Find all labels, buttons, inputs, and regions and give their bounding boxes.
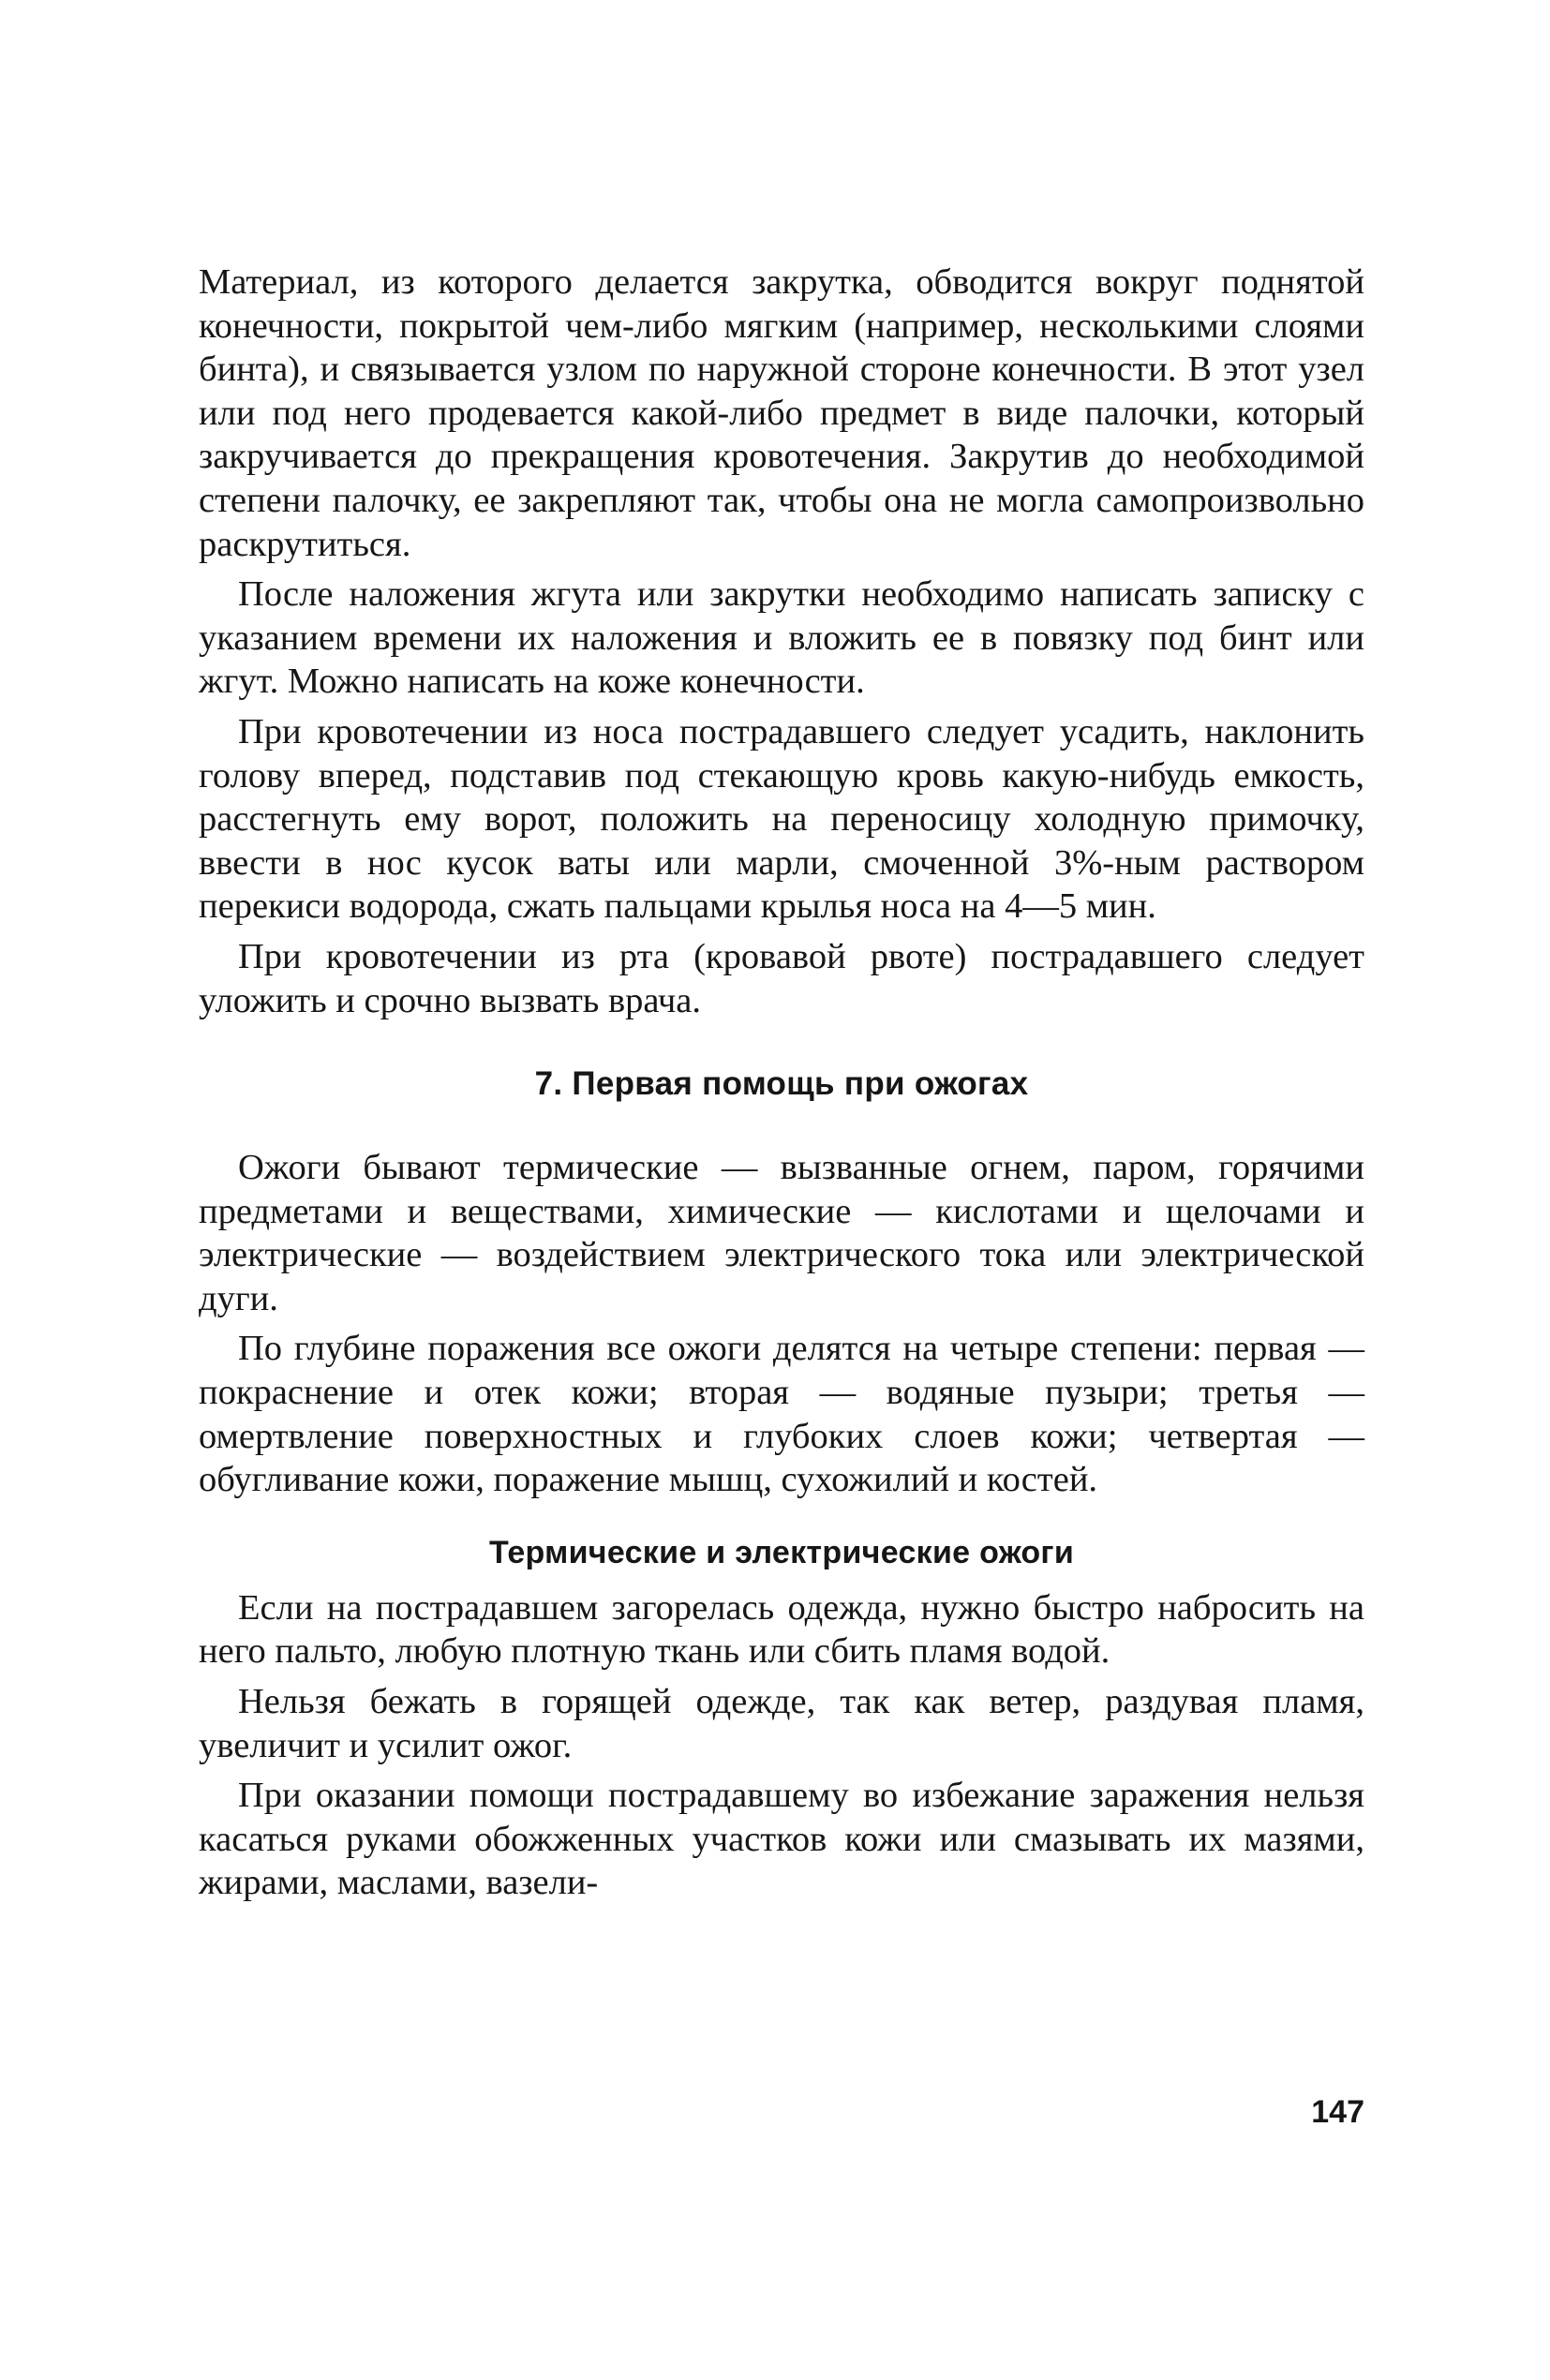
paragraph-burn-types: Ожоги бывают термические — вызванные огнем, паром, горячими предметами и веществами, химические — кислотами и щелочами и электрические — воздействием электрического тока или электрической дуги. (199, 1148, 1364, 1318)
paragraph-note-time: После наложения жгута или закрутки необходимо написать записку с указанием времени их наложения и вложить ее в повязку под бинт или жгут. Можно написать на коже конечности. (199, 574, 1364, 702)
paragraph-tourniquet-material: Материал, из которого делается закрутка, обводится вокруг поднятой конечности, покрытой чем-либо мягким (например, несколькими слоями бинта), и связывается узлом по наружной стороне конечности. В этот узел или под него продевается какой-либо предмет в виде палочки, который закручивается до прекращения кровотечения. Закрутив до необходимой степени палочку, ее закрепляют так, чтобы она не могла самопроизвольно раскрутиться. (199, 262, 1364, 564)
paragraph-burning-clothes: Если на пострадавшем загорелась одежда, нужно быстро набросить на него пальто, любую плотную ткань или сбить пламя водой. (199, 1587, 1364, 1672)
page-content (199, 260, 1364, 1905)
section-title: 7. Первая помощь при ожогах (534, 1065, 1029, 1103)
paragraph-infection-prevention: При оказании помощи пострадавшему во избежание заражения нельзя касаться руками обожженных участков кожи или смазывать их мазями, жирами, маслами, вазели- (199, 1776, 1364, 1903)
paragraph-burn-degrees: По глубине поражения все ожоги делятся на четыре степени: первая — покраснение и отек кожи; вторая — водяные пузыри; третья — омертвление поверхностных и глубоких слоев кожи; четвертая — обугливание кожи, поражение мышц, сухожилий и костей. (199, 1329, 1364, 1500)
paragraph-nosebleed: При кровотечении из носа пострадавшего следует усадить, наклонить голову вперед, подставив под стекающую кровь какую-нибудь емкость, расстегнуть ему ворот, положить на переносицу холодную примочку, ввести в нос кусок ваты или марли, смоченной 3%-ным раствором перекиси водорода, сжать пальцами крылья носа на 4—5 мин. (199, 711, 1364, 927)
page-number: 147 (1311, 2094, 1364, 2130)
paragraph-mouth-bleeding: При кровотечении из рта (кровавой рвоте) пострадавшего следует уложить и срочно вызвать врача. (199, 936, 1364, 1020)
paragraph-do-not-run: Нельзя бежать в горящей одежде, так как ветер, раздувая пламя, увеличит и усилит ожог. (199, 1682, 1364, 1765)
subsection-title: Термические и электрические ожоги (488, 1534, 1075, 1570)
